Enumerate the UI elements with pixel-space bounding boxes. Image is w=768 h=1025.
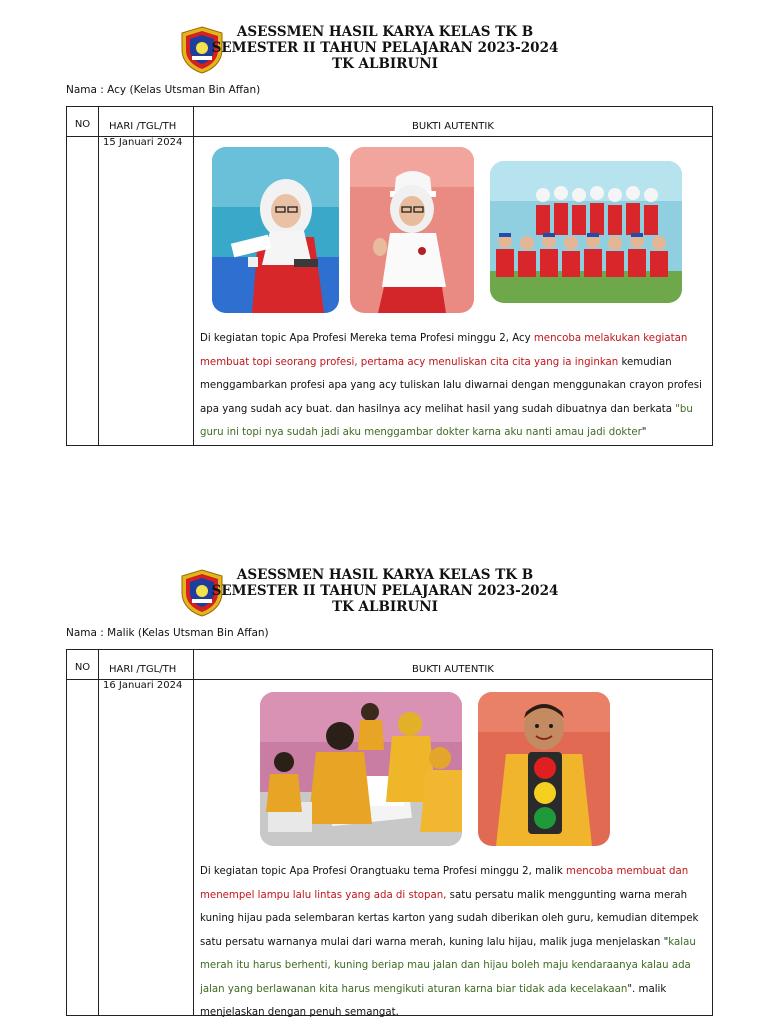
column-header-date: HARI /TGL/TH — [99, 650, 194, 680]
evidence-description — [200, 860, 704, 1025]
description-highlight-action: mencoba melakukan kegiatan membuat topi seorang profesi, pertama acy menuliskan cita cita yang ia inginkan — [200, 333, 688, 368]
description-quote: kalau merah itu harus berhenti, kuning beriap mau jalan dan hijau boleh maju kendaraanya kalau ada jalan yang berlawanan kita harus mengikuti aturan karna biar tidak ada kecelakaan — [200, 936, 696, 995]
cell-no — [67, 137, 99, 446]
photo-class-group — [490, 161, 682, 303]
description-text: " — [641, 427, 647, 438]
title-line-1: ASESSMEN HASIL KARYA KELAS TK B — [236, 24, 534, 40]
title-line-1: ASESSMEN HASIL KARYA KELAS TK B — [236, 567, 534, 583]
column-header-evidence: BUKTI AUTENTIK — [194, 107, 713, 137]
report-header — [0, 567, 768, 627]
title-line-2: SEMESTER II TAHUN PELAJARAN 2023-2024 — [211, 40, 559, 56]
photo-girl-coloring — [212, 147, 339, 313]
student-name: Nama : Malik (Kelas Utsman Bin Affan) — [66, 627, 269, 639]
photo-boy-traffic-light — [478, 692, 610, 846]
description-text: satu persatu malik menggunting warna merah kuning hijau pada selembaran kertas karton yang sudah diberikan oleh guru, kemudian ditempek satu persatu warnanya mulai dari warna merah, kuning lalu hijau, malik juga menjelaskan " — [200, 889, 699, 948]
title-line-3: TK ALBIRUNI — [332, 599, 438, 615]
photo-girl-thumbs-up — [350, 147, 474, 313]
column-header-no: NO — [67, 650, 99, 680]
photo-children-cutting — [260, 692, 462, 846]
cell-date: 16 Januari 2024 — [99, 680, 194, 1016]
cell-evidence — [194, 137, 713, 446]
description-text: ". malik menjelaskan dengan penuh semangat. — [200, 983, 667, 1018]
report-header — [0, 24, 768, 84]
column-header-no: NO — [67, 107, 99, 137]
assessment-table — [66, 106, 713, 446]
assessment-table — [66, 649, 713, 1016]
report-title — [200, 24, 570, 72]
description-text: Di kegiatan topic Apa Profesi Orangtuaku tema Profesi minggu 2, malik — [200, 866, 567, 877]
cell-no — [67, 680, 99, 1016]
cell-date: 15 Januari 2024 — [99, 137, 194, 446]
title-line-2: SEMESTER II TAHUN PELAJARAN 2023-2024 — [211, 583, 559, 599]
description-quote: "bu guru ini topi nya sudah jadi aku menggambar dokter karna aku nanti amau jadi dokter — [200, 403, 693, 438]
table-row — [67, 680, 713, 1016]
description-highlight-action: mencoba membuat dan menempel lampu lalu lintas yang ada di stopan, — [200, 866, 689, 901]
report-title — [200, 567, 570, 615]
column-header-date: HARI /TGL/TH — [99, 107, 194, 137]
evidence-description — [200, 327, 704, 445]
cell-evidence — [194, 680, 713, 1016]
student-name: Nama : Acy (Kelas Utsman Bin Affan) — [66, 84, 261, 96]
table-row — [67, 137, 713, 446]
title-line-3: TK ALBIRUNI — [332, 56, 438, 72]
description-text: Di kegiatan topic Apa Profesi Mereka tema Profesi minggu 2, Acy — [200, 333, 534, 344]
column-header-evidence: BUKTI AUTENTIK — [194, 650, 713, 680]
description-text: kemudian menggambarkan profesi apa yang acy tuliskan lalu diwarnai dengan menggunakan crayon profesi apa yang sudah acy buat. dan hasilnya acy melihat hasil yang sudah dibuatnya dan berkata — [200, 356, 702, 415]
